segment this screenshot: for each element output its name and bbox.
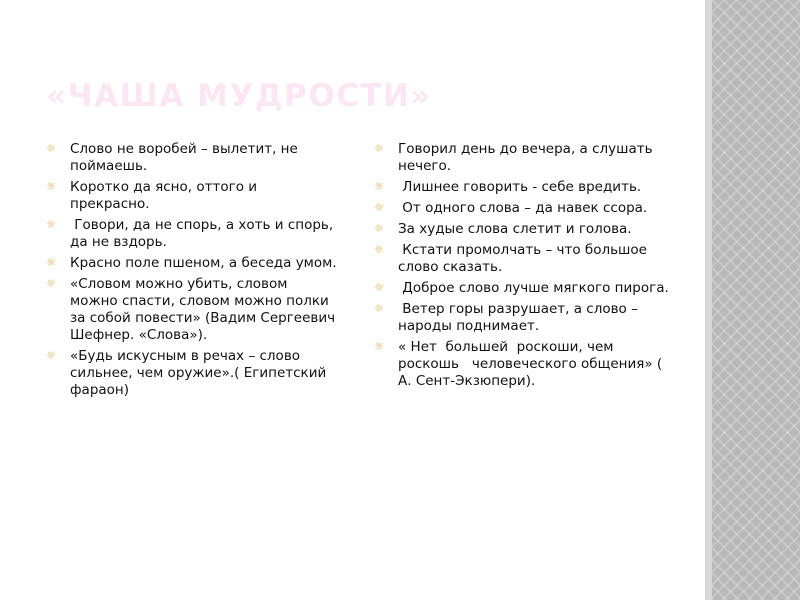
list-item bbox=[374, 200, 674, 217]
proverb-text: Коротко да ясно, оттого и прекрасно. bbox=[70, 179, 262, 212]
list-item bbox=[374, 280, 674, 297]
list-item bbox=[46, 217, 338, 251]
right-proverbs-list bbox=[374, 141, 674, 394]
sun-bullet-icon: ☼ bbox=[374, 142, 384, 155]
sun-bullet-icon: ☼ bbox=[374, 243, 384, 256]
list-item bbox=[374, 221, 674, 238]
proverb-text: За худые слова слетит и голова. bbox=[398, 221, 632, 237]
list-item bbox=[374, 301, 674, 335]
left-proverbs-list bbox=[46, 141, 338, 403]
sun-bullet-icon: ☼ bbox=[374, 281, 384, 294]
list-item bbox=[374, 242, 674, 276]
proverb-text: Доброе слово лучше мягкого пирога. bbox=[398, 280, 669, 296]
list-item bbox=[374, 141, 674, 175]
list-item bbox=[374, 179, 674, 196]
slide-title: «ЧАША МУДРОСТИ» bbox=[46, 78, 432, 114]
proverb-text: «Словом можно убить, словом можно спасти, словом можно полки за собой повести» (Вадим Сергеевич Шефнер. «Слова»). bbox=[70, 276, 340, 343]
list-item bbox=[374, 339, 674, 390]
proverb-text: Говорил день до вечера, а слушать нечего. bbox=[398, 141, 657, 174]
sun-bullet-icon: ☼ bbox=[46, 142, 56, 155]
proverb-text: От одного слова – да навек ссора. bbox=[398, 200, 648, 216]
side-edge-strip bbox=[705, 0, 712, 600]
sun-bullet-icon: ☼ bbox=[374, 201, 384, 214]
list-item bbox=[46, 276, 338, 344]
proverb-text: Красно поле пшеном, а беседа умом. bbox=[70, 255, 337, 271]
sun-bullet-icon: ☼ bbox=[46, 180, 56, 193]
proverb-text: Лишнее говорить - себе вредить. bbox=[398, 179, 642, 195]
list-item bbox=[46, 255, 338, 272]
sun-bullet-icon: ☼ bbox=[46, 218, 56, 231]
proverb-text: Кстати промолчать – что большое слово сказать. bbox=[398, 242, 652, 275]
sun-bullet-icon: ☼ bbox=[46, 277, 56, 290]
sun-bullet-icon: ☼ bbox=[374, 340, 384, 353]
sun-bullet-icon: ☼ bbox=[46, 256, 56, 269]
proverb-text: « Нет большей роскоши, чем роскошь человеческого общения» ( А. Сент-Экзюпери). bbox=[398, 339, 667, 389]
sun-bullet-icon: ☼ bbox=[374, 302, 384, 315]
proverb-text: «Будь искусным в речах – слово сильнее, чем оружие».( Египетский фараон) bbox=[70, 348, 335, 398]
proverb-text: Слово не воробей – вылетит, не поймаешь. bbox=[70, 141, 303, 174]
sun-bullet-icon: ☼ bbox=[374, 180, 384, 193]
proverb-text: Ветер горы разрушает, а слово – народы поднимает. bbox=[398, 301, 643, 334]
proverb-text: Говори, да не спорь, а хоть и спорь, да не вздорь. bbox=[70, 217, 338, 250]
sun-bullet-icon: ☼ bbox=[374, 222, 384, 235]
list-item bbox=[46, 348, 338, 399]
list-item bbox=[46, 179, 338, 213]
side-pattern-band bbox=[712, 0, 800, 600]
list-item bbox=[46, 141, 338, 175]
sun-bullet-icon: ☼ bbox=[46, 349, 56, 362]
